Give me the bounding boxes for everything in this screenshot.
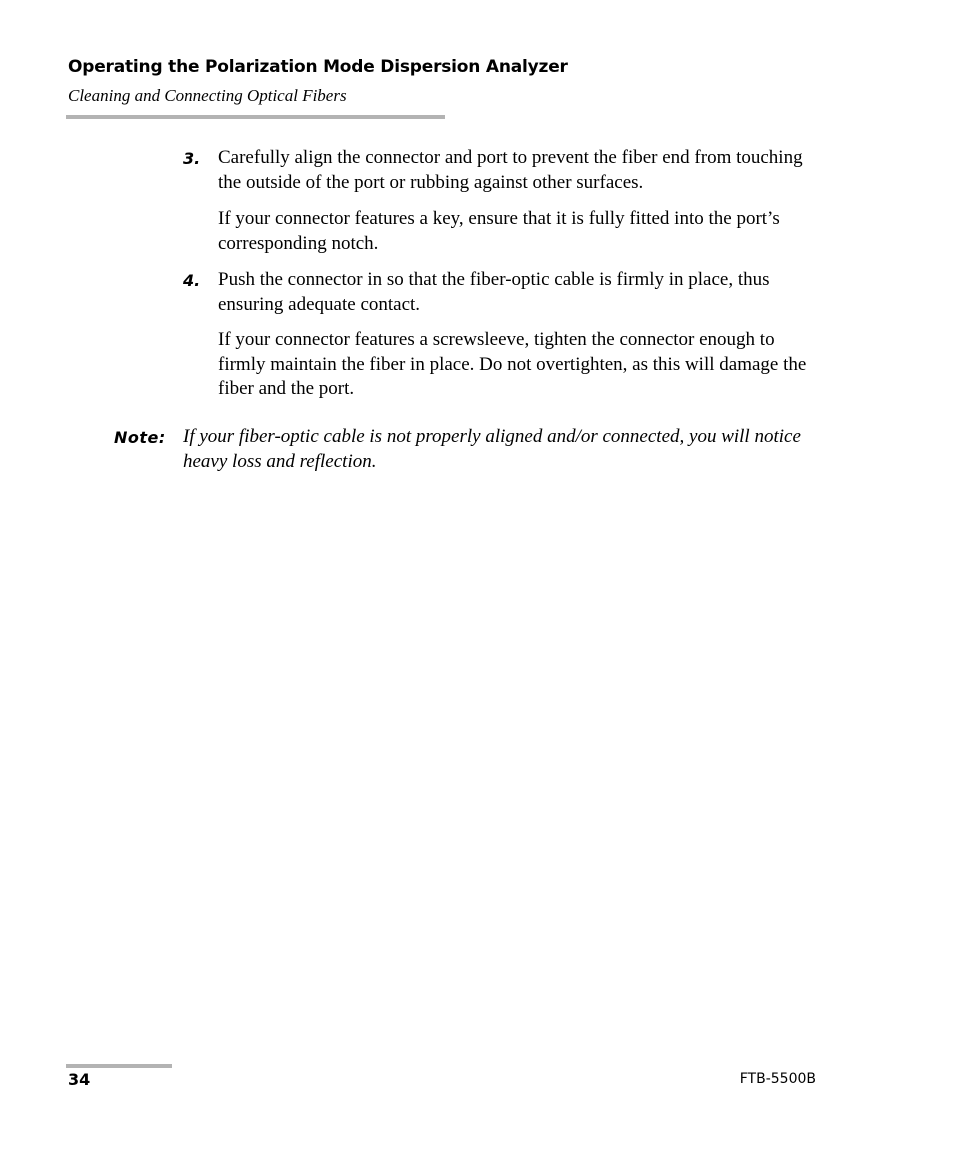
step-4-text: Push the connector in so that the fiber-optic cable is firmly in place, thus ensuring adequate contact. (218, 269, 770, 315)
note-label: Note: (114, 428, 166, 447)
section-title: Cleaning and Connecting Optical Fibers (68, 86, 347, 105)
step-number-3: 3. (183, 149, 201, 168)
product-code: FTB-5500B (739, 1071, 816, 1087)
step-3-text: Carefully align the connector and port to prevent the fiber end from touching the outside of the port or rubbing against other surfaces. (218, 147, 803, 193)
step-4-detail: If your connector features a screwsleeve, tighten the connector enough to firmly maintain the fiber in place. Do not overtighten, as this will damage the fiber and the port. (218, 329, 807, 399)
note-text: If your fiber-optic cable is not properly aligned and/or connected, you will notice heavy loss and reflection. (183, 426, 801, 472)
step-number-4: 4. (183, 271, 201, 290)
footer-divider (66, 1064, 172, 1068)
step-3-detail: If your connector features a key, ensure that it is fully fitted into the port’s corresponding notch. (218, 208, 780, 254)
header-divider (66, 115, 445, 119)
chapter-title: Operating the Polarization Mode Dispersion Analyzer (68, 57, 568, 77)
page-number: 34 (68, 1070, 91, 1089)
